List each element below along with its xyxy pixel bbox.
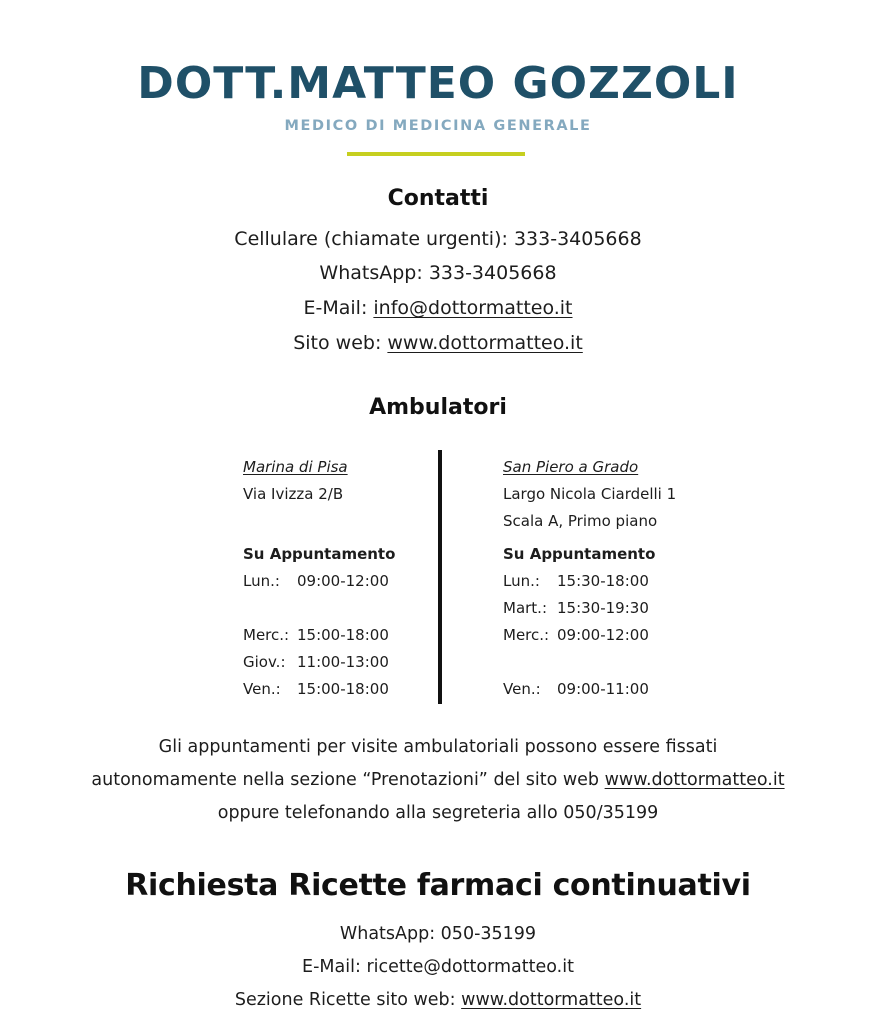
time-range: 11:00-13:00: [297, 653, 389, 671]
clinic-left-location: Marina di Pisa: [243, 458, 348, 476]
prescriptions-email: ricette@dottormatteo.it: [366, 957, 574, 977]
prescriptions-website-link[interactable]: www.dottormatteo.it: [461, 990, 642, 1010]
clinic-left-column: [243, 458, 433, 708]
website-link[interactable]: www.dottormatteo.it: [387, 332, 583, 354]
email-link[interactable]: info@dottormatteo.it: [373, 297, 573, 319]
clinic-left-hours-row: [243, 680, 389, 698]
mobile-label: Cellulare (chiamate urgenti):: [234, 228, 514, 250]
clinic-right-address-detail: Scala A, Primo piano: [503, 512, 658, 530]
email-label: E-Mail:: [303, 297, 374, 319]
time-range: 09:00-11:00: [557, 680, 649, 698]
clinics-heading: Ambulatori: [369, 395, 507, 420]
prescriptions-website-line: [0, 990, 876, 1010]
prescriptions-heading: Richiesta Ricette farmaci continuativi: [125, 868, 751, 903]
time-range: 09:00-12:00: [297, 572, 389, 590]
whatsapp-number: 333-3405668: [428, 262, 557, 284]
clinic-left-hours-row: [243, 626, 389, 644]
whatsapp-label: WhatsApp:: [319, 262, 429, 284]
appointments-note-line2: [0, 770, 876, 790]
clinic-right-column: [503, 458, 713, 708]
clinics-column-divider: [438, 450, 442, 704]
prescriptions-email-line: [0, 957, 876, 977]
clinic-right-location: San Piero a Grado: [503, 458, 639, 476]
clinic-right-schedule-label: Su Appuntamento: [503, 545, 656, 563]
mobile-number: 333-3405668: [513, 228, 642, 250]
email-line: [0, 297, 876, 319]
day-label: Lun.:: [243, 572, 280, 590]
website-line: [0, 332, 876, 354]
website-label: Sezione Ricette sito web:: [234, 990, 462, 1010]
accent-divider: [347, 152, 525, 156]
time-range: 15:00-18:00: [297, 626, 389, 644]
day-label: Ven.:: [503, 680, 541, 698]
doctor-specialty-subtitle: MEDICO DI MEDICINA GENERALE: [284, 118, 592, 134]
prescriptions-whatsapp-line: [0, 924, 876, 944]
day-label: Merc.:: [243, 626, 290, 644]
appointments-note-text: autonomamente nella sezione “Prenotazioni” del sito web: [91, 770, 605, 790]
appointments-note-line3: oppure telefonando alla segreteria allo 050/35199: [217, 803, 659, 823]
contacts-heading: Contatti: [387, 186, 489, 211]
clinic-left-hours-row: [243, 572, 389, 590]
clinic-left-schedule-label: Su Appuntamento: [243, 545, 396, 563]
booking-website-link[interactable]: www.dottormatteo.it: [604, 770, 785, 790]
clinic-left-address: Via Ivizza 2/B: [243, 485, 344, 503]
whatsapp-number: 050-35199: [440, 924, 537, 944]
clinic-right-address: Largo Nicola Ciardelli 1: [503, 485, 677, 503]
email-label: E-Mail:: [302, 957, 367, 977]
clinic-left-hours-row: [243, 653, 389, 671]
day-label: Giov.:: [243, 653, 286, 671]
clinic-right-hours-row: [503, 599, 649, 617]
day-label: Ven.:: [243, 680, 281, 698]
time-range: 15:30-19:30: [557, 599, 649, 617]
doctor-name-title: DOTT.MATTEO GOZZOLI: [137, 58, 739, 109]
whatsapp-label: WhatsApp:: [339, 924, 441, 944]
website-label: Sito web:: [293, 332, 388, 354]
clinic-right-hours-row: [503, 626, 649, 644]
time-range: 09:00-12:00: [557, 626, 649, 644]
day-label: Lun.:: [503, 572, 540, 590]
time-range: 15:30-18:00: [557, 572, 649, 590]
appointments-note-line1: Gli appuntamenti per visite ambulatoriali possono essere fissati: [158, 737, 718, 757]
day-label: Mart.:: [503, 599, 548, 617]
clinic-right-hours-row: [503, 680, 649, 698]
day-label: Merc.:: [503, 626, 550, 644]
whatsapp-line: [0, 262, 876, 284]
mobile-line: [0, 228, 876, 250]
clinic-right-hours-row: [503, 572, 649, 590]
time-range: 15:00-18:00: [297, 680, 389, 698]
